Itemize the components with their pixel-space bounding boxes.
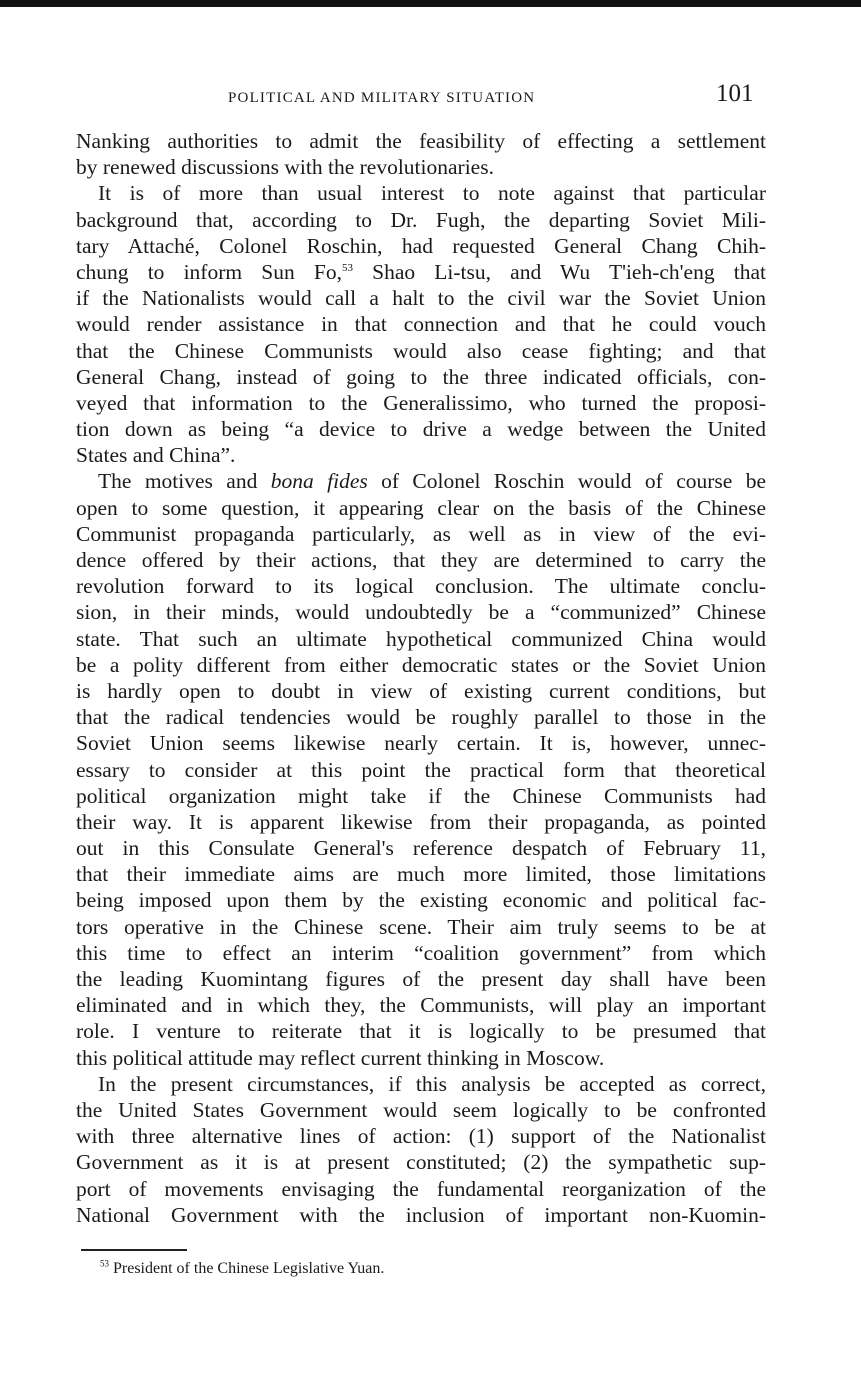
text-fragment: of Colonel Roschin would of course be [367, 469, 766, 494]
footnote [100, 1260, 384, 1278]
text-line: Government as it is at present constituted; (2) the sympathetic sup- [76, 1150, 766, 1175]
text-line: this political attitude may reflect current thinking in Moscow. [76, 1045, 605, 1070]
text-line: National Government with the inclusion of important non-Kuomin- [76, 1202, 766, 1227]
text-line: out in this Consulate General's reference despatch of February 11, [76, 836, 766, 861]
text-line: revolution forward to its logical conclusion. The ultimate conclu- [76, 574, 766, 599]
text-line: their way. It is apparent likewise from their propaganda, as pointed [76, 809, 766, 834]
text-line: political organization might take if the Chinese Communists had [76, 783, 766, 808]
text-line: port of movements envisaging the fundamental reorganization of the [76, 1176, 766, 1201]
text-fragment: The motives and [98, 469, 271, 494]
text-fragment: Shao Li-tsu, and Wu T'ieh-ch'eng that [352, 259, 766, 284]
footnote-rule [81, 1249, 187, 1251]
text-line: In the present circumstances, if this analysis be accepted as correct, [98, 1071, 766, 1096]
running-head: POLITICAL AND MILITARY SITUATION [228, 90, 536, 106]
body-text [76, 128, 766, 1228]
text-line: sion, in their minds, would undoubtedly be a “communized” Chinese [76, 600, 766, 625]
italic-phrase: bona fides [270, 469, 368, 494]
text-line: by renewed discussions with the revolutionaries. [76, 155, 494, 180]
text-line: the United States Government would seem logically to be confronted [76, 1097, 766, 1122]
text-line: that the radical tendencies would be roughly parallel to those in the [76, 705, 766, 730]
footnote-text: President of the Chinese Legislative Yuan. [113, 1260, 385, 1277]
text-line: be a polity different from either democratic states or the Soviet Union [76, 652, 766, 677]
text-line [76, 468, 766, 494]
page-top-edge [0, 0, 861, 7]
text-line: General Chang, instead of going to the three indicated officials, con- [76, 364, 766, 389]
text-line: if the Nationalists would call a halt to the civil war the Soviet Union [76, 286, 766, 311]
text-line: dence offered by their actions, that they are determined to carry the [76, 548, 766, 572]
footnote-reference: 53 [341, 261, 353, 274]
text-line: state. That such an ultimate hypothetical communized China would [76, 626, 766, 651]
text-line: essary to consider at this point the practical form that theoretical [76, 757, 766, 782]
text-line: that their immediate aims are much more limited, those limitations [76, 862, 766, 887]
text-line: open to some question, it appearing clear on the basis of the Chinese [76, 495, 766, 520]
footnote-marker: 53 [100, 1258, 109, 1269]
text-line: eliminated and in which they, the Communists, will play an important [76, 993, 766, 1018]
text-line: this time to effect an interim “coalition government” from which [76, 940, 766, 965]
text-line: veyed that information to the Generalissimo, who turned the proposi- [76, 390, 766, 415]
text-line: role. I venture to reiterate that it is logically to be presumed that [76, 1019, 766, 1044]
text-line: is hardly open to doubt in view of existing current conditions, but [76, 678, 766, 703]
text-line: would render assistance in that connection and that he could vouch [76, 312, 766, 337]
page-number: 101 [716, 80, 754, 107]
text-line: Soviet Union seems likewise nearly certain. It is, however, unnec- [76, 731, 766, 756]
text-line: the leading Kuomintang figures of the present day shall have been [76, 967, 766, 991]
text-line: tion down as being “a device to drive a wedge between the United [76, 417, 766, 442]
text-line: with three alternative lines of action: (1) support of the Nationalist [76, 1124, 766, 1149]
text-line: Nanking authorities to admit the feasibility of effecting a settlement [76, 129, 766, 153]
text-line: tors operative in the Chinese scene. Their aim truly seems to be at [76, 914, 766, 939]
text-line: States and China”. [76, 443, 236, 468]
text-fragment: chung to inform Sun Fo, [76, 259, 342, 284]
text-line: that the Chinese Communists would also cease fighting; and that [76, 338, 766, 363]
text-line [76, 259, 766, 285]
text-line: background that, according to Dr. Fugh, the departing Soviet Mili- [76, 207, 766, 232]
text-line: tary Attaché, Colonel Roschin, had requested General Chang Chih- [76, 233, 766, 258]
text-line: Communist propaganda particularly, as well as in view of the evi- [76, 521, 766, 546]
text-line: being imposed upon them by the existing economic and political fac- [76, 888, 766, 913]
text-line: It is of more than usual interest to note against that particular [98, 181, 766, 206]
